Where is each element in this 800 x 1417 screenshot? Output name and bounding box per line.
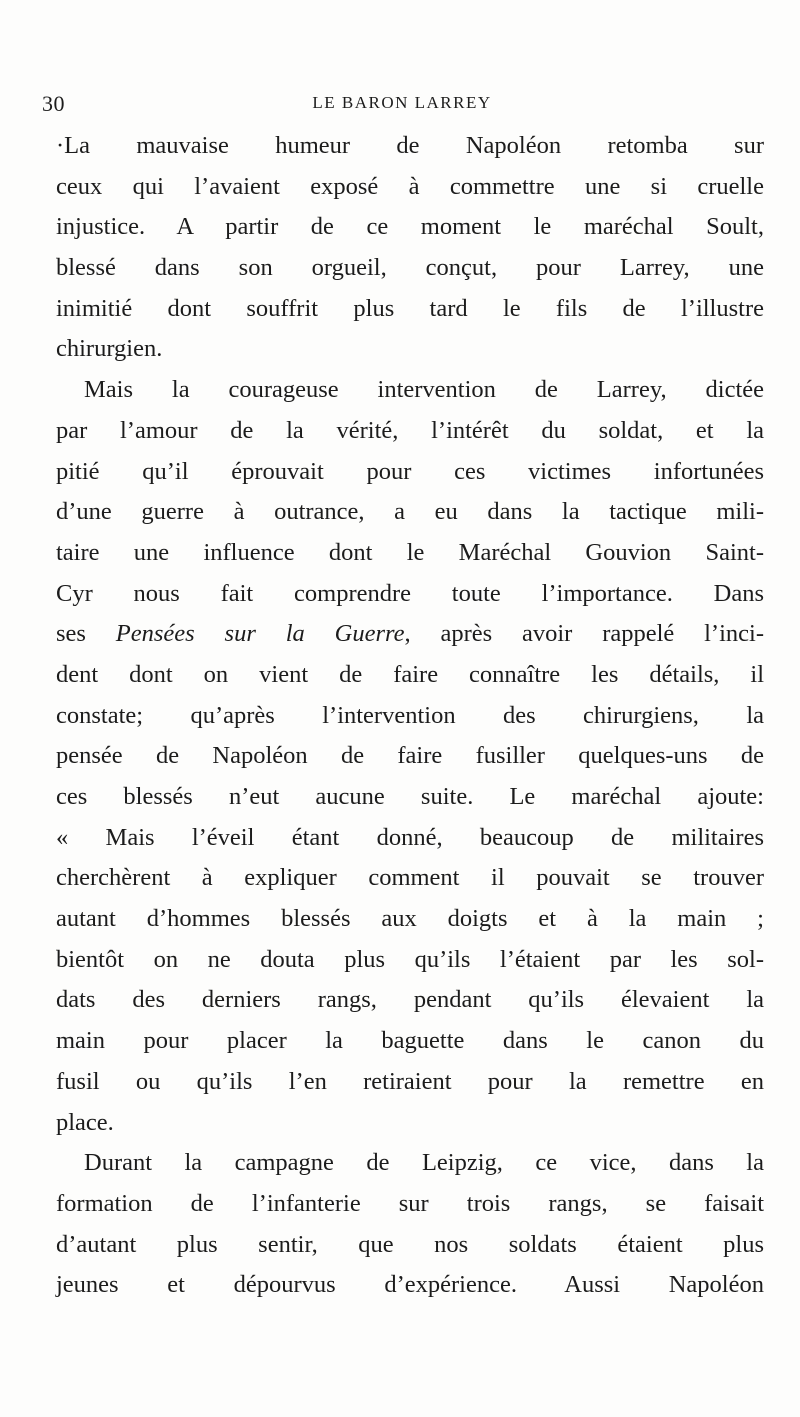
text-line: d’une guerre à outrance, a eu dans la tactique mili-	[56, 498, 764, 526]
text-line: bientôt on ne douta plus qu’ils l’étaient par les sol-	[56, 945, 764, 973]
paragraph-start-line: Mais la courageuse intervention de Larrey, dictée	[84, 376, 764, 404]
text-line: place.	[56, 1108, 114, 1136]
text-line: constate; qu’après l’intervention des chirurgiens, la	[56, 701, 764, 729]
text-line: formation de l’infanterie sur trois rangs, se faisait	[56, 1189, 764, 1217]
text-line: blessé dans son orgueil, conçut, pour Larrey, une	[56, 254, 764, 282]
text-line: ces blessés n’eut aucune suite. Le maréchal ajoute:	[56, 783, 764, 810]
text-line: dent dont on vient de faire connaître les détails, il	[56, 660, 764, 688]
text-line: pensée de Napoléon de faire fusiller quelques-uns de	[56, 742, 764, 770]
text-line: pitié qu’il éprouvait pour ces victimes infortunées	[56, 457, 764, 485]
text-line: autant d’hommes blessés aux doigts et à la main ;	[56, 905, 764, 933]
line-suffix: , après avoir rappelé l’inci-	[404, 620, 764, 648]
text-line: dats des derniers rangs, pendant qu’ils élevaient la	[56, 986, 764, 1014]
text-line: cherchèrent à expliquer comment il pouvait se trouver	[56, 864, 764, 892]
line-prefix: ses	[56, 620, 116, 648]
body-text	[56, 126, 764, 1306]
text-line: fusil ou qu’ils l’en retiraient pour la remettre en	[56, 1067, 764, 1095]
page-header	[42, 91, 762, 117]
text-line: Cyr nous fait comprendre toute l’importance. Dans	[56, 579, 764, 607]
text-line: jeunes et dépourvus d’expérience. Aussi Napoléon	[56, 1271, 764, 1299]
text-line-with-title	[56, 614, 764, 655]
text-line: injustice. A partir de ce moment le maréchal Soult,	[56, 213, 764, 241]
text-line: « Mais l’éveil étant donné, beaucoup de militaires	[56, 823, 764, 851]
text-line: inimitié dont souffrit plus tard le fils de l’illustre	[56, 294, 764, 322]
page-number: 30	[42, 91, 65, 116]
paragraph-start-line: Durant la campagne de Leipzig, ce vice, dans la	[84, 1149, 764, 1177]
text-line: par l’amour de la vérité, l’intérêt du soldat, et la	[56, 416, 764, 444]
text-line: ·La mauvaise humeur de Napoléon retomba sur	[56, 132, 764, 159]
text-line: ceux qui l’avaient exposé à commettre une si cruelle	[56, 172, 764, 200]
text-line: d’autant plus sentir, que nos soldats étaient plus	[56, 1230, 764, 1258]
running-title: LE BARON LARREY	[312, 93, 492, 112]
book-title-italic: Pensées sur la Guerre	[115, 620, 405, 648]
text-line: taire une influence dont le Maréchal Gouvion Saint-	[56, 538, 764, 566]
text-line: main pour placer la baguette dans le canon du	[56, 1027, 764, 1055]
text-line: chirurgien.	[56, 335, 163, 363]
